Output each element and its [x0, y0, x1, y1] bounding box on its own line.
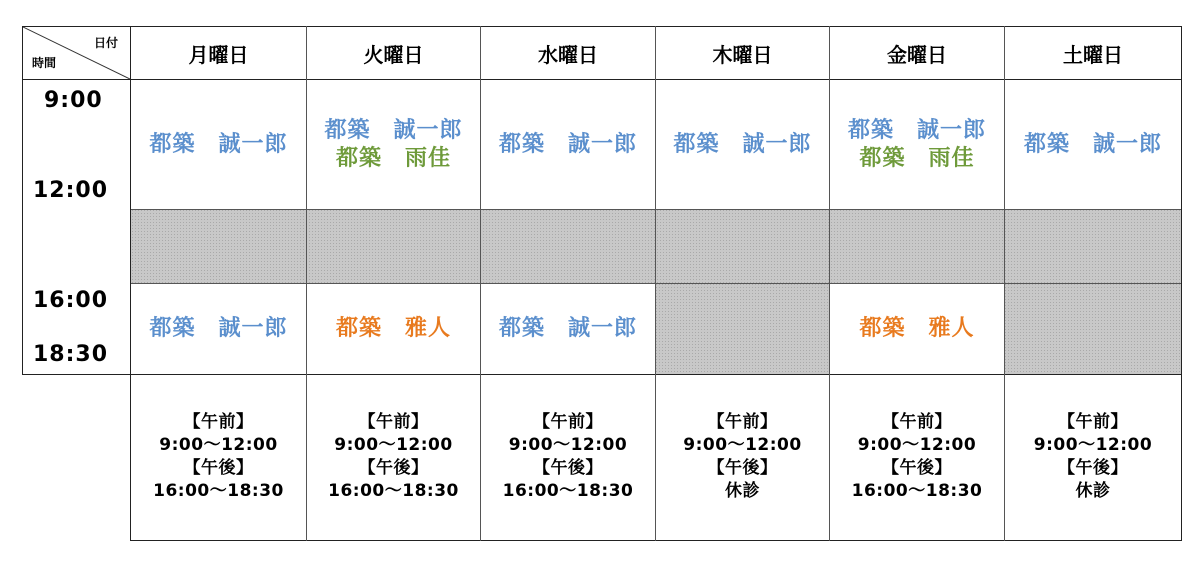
doctor-name: 都築 誠一郎	[1023, 131, 1162, 157]
day-header-thursday: 木曜日	[712, 42, 773, 67]
am-hours: 9:00〜12:00	[508, 435, 628, 455]
hours-saturday	[1005, 375, 1181, 539]
morning-monday	[131, 80, 306, 209]
pm-label: 【午後】	[707, 458, 778, 478]
morning-thursday	[656, 80, 829, 209]
doctor-name: 都築 雅人	[859, 316, 975, 341]
doctor-name: 都築 誠一郎	[498, 131, 637, 157]
hours-wednesday	[481, 375, 655, 539]
pm-hours: 16:00〜18:30	[153, 481, 284, 501]
am-label: 【午前】	[707, 412, 778, 432]
pm-hours: 16:00〜18:30	[851, 481, 983, 501]
am-hours: 9:00〜12:00	[1033, 435, 1153, 455]
morning-tuesday	[307, 80, 480, 209]
hours-friday	[830, 375, 1004, 539]
time-label: 16:00	[33, 288, 109, 313]
doctor-name: 都築 誠一郎	[847, 117, 986, 143]
doctor-name: 都築 誠一郎	[498, 316, 637, 341]
doctor-name: 都築 誠一郎	[673, 131, 812, 157]
afternoon-monday	[131, 284, 306, 374]
pm-hours: 休診	[1075, 481, 1111, 501]
time-label: 12:00	[33, 178, 109, 203]
morning-wednesday	[481, 80, 655, 209]
pm-label: 【午後】	[1058, 458, 1128, 478]
pm-label: 【午後】	[358, 458, 429, 478]
closed-thursday-afternoon	[655, 283, 829, 374]
corner-label-time: 時間	[32, 56, 57, 70]
am-hours: 9:00〜12:00	[159, 435, 278, 455]
hours-monday	[131, 375, 306, 539]
pm-label: 【午後】	[533, 458, 603, 478]
doctor-name: 都築 誠一郎	[149, 316, 288, 341]
closed-saturday-afternoon	[1004, 283, 1181, 374]
doctor-name: 都築 雨佳	[335, 145, 451, 171]
pm-hours: 16:00〜18:30	[502, 481, 634, 501]
hours-thursday	[656, 375, 829, 539]
am-label: 【午前】	[1058, 412, 1128, 432]
pm-hours: 休診	[725, 481, 760, 501]
doctor-name: 都築 雅人	[335, 316, 451, 341]
morning-bottom-line	[131, 209, 1181, 210]
pm-label: 【午後】	[183, 458, 254, 478]
day-header-wednesday: 水曜日	[538, 42, 598, 67]
morning-saturday	[1005, 80, 1181, 209]
lunch-break-band	[131, 209, 1181, 283]
doctor-name: 都築 誠一郎	[149, 131, 288, 157]
am-hours: 9:00〜12:00	[857, 435, 977, 455]
doctor-name: 都築 雨佳	[859, 145, 975, 171]
am-label: 【午前】	[183, 412, 254, 432]
afternoon-wednesday	[481, 284, 655, 374]
afternoon-tuesday	[307, 284, 480, 374]
day-header-tuesday: 火曜日	[363, 42, 424, 67]
afternoon-friday	[830, 284, 1004, 374]
morning-friday	[830, 80, 1004, 209]
day-header-monday: 月曜日	[188, 42, 249, 67]
time-label: 18:30	[33, 342, 109, 367]
hours-tuesday	[307, 375, 480, 539]
am-hours: 9:00〜12:00	[683, 435, 802, 455]
corner-label-date: 日付	[94, 36, 119, 50]
am-label: 【午前】	[358, 412, 429, 432]
am-hours: 9:00〜12:00	[334, 435, 453, 455]
time-label: 9:00	[44, 88, 103, 113]
am-label: 【午前】	[882, 412, 952, 432]
day-header-friday: 金曜日	[887, 42, 947, 67]
pm-hours: 16:00〜18:30	[328, 481, 459, 501]
doctor-name: 都築 誠一郎	[324, 117, 463, 143]
day-header-saturday: 土曜日	[1063, 42, 1123, 67]
am-label: 【午前】	[533, 412, 603, 432]
pm-label: 【午後】	[882, 458, 952, 478]
